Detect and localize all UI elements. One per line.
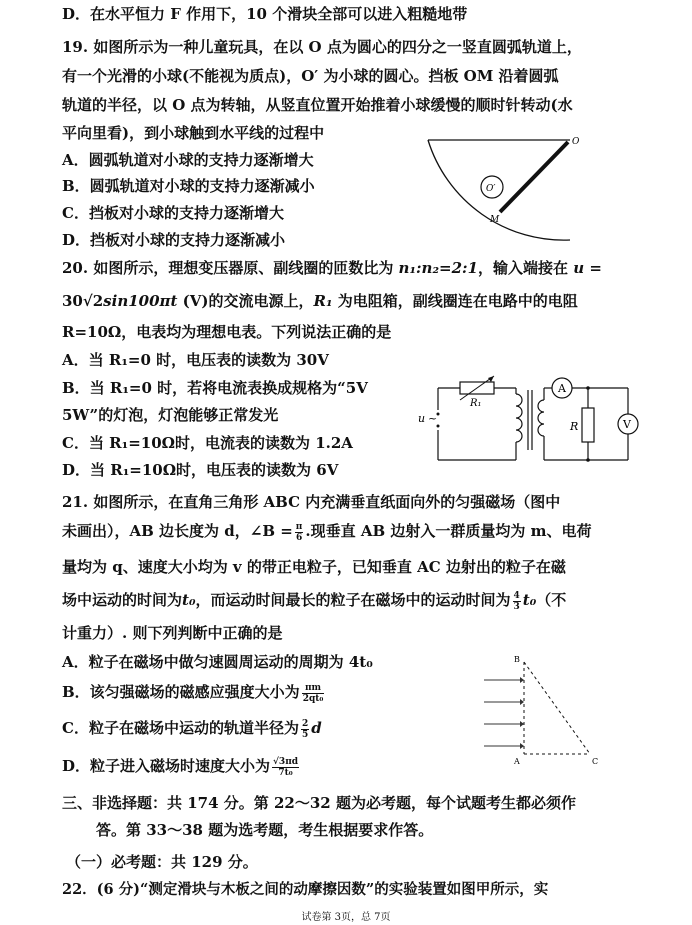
q20-label-r1: R₁ [470,398,482,409]
q21-triangle-figure [480,652,610,772]
q21-option-b: B．该匀强磁场的磁感应强度大小为 $\frac{\pi m}{\text{2qt₀}}$ [62,682,324,704]
q20-option-b-line2: 5W”的灯泡，灯泡能够正常发光 [62,406,279,424]
q20-primary-coil [516,394,522,442]
q20-stem-line3: R=10Ω，电表均为理想电表。下列说法正确的是 [62,323,392,341]
q20-stem-line1 [62,258,602,278]
q20-stem2-text2: 为电阻箱，副线圈连在电路中的电阻 [332,292,578,310]
q19-ball-label: O′ [486,184,496,194]
q21-label-b: B [514,655,520,664]
q20-sin-term: sin100πt [103,292,178,310]
section3-heading-line2: 答。第 33～38 题为选考题，考生根据要求作答。 [96,821,434,839]
q21-time-fraction: $\frac{4}{3}$ [513,590,520,612]
q21-option-a: A．粒子在磁场中做匀速圆周运动的周期为 4t₀ [62,653,373,671]
q20-amplitude: 30 [62,292,83,310]
q20-secondary-coil [538,400,544,436]
q18-option-d: D．在水平恒力 F 作用下，10 个滑块全部可以进入粗糙地带 [62,5,468,23]
q19-stem-line1: 19. 如图所示为一种儿童玩具，在以 O 点为圆心的四分之一竖直圆弧轨道上， [62,38,582,56]
q20-stem2-text: (V)的交流电源上， [177,292,314,310]
q21-option-b-fraction: $\frac{\pi m}{\text{2qt₀}}$ [302,682,324,704]
q19-option-d: D．挡板对小球的支持力逐渐减小 [62,231,286,249]
q21-option-c-fraction: $\frac{2}{5}$ [301,718,309,740]
q21-angle-fraction: $\frac{\pi}{6}$ [295,521,303,543]
q19-label-m: M [490,215,500,225]
section3a-title: （一）必考题：共 129 分。 [66,853,258,871]
q20-label-r: R [570,420,579,433]
q20-option-a: A．当 R₁=0 时，电压表的读数为 30V [62,351,329,369]
q21-stem4-text3: （不 [536,591,567,609]
q21-stem-line5: 计重力）. 则下列判断中正确的是 [62,624,283,642]
q19-label-o: O [572,137,580,147]
q22-stem: 22．(6 分)“测定滑块与木板之间的动摩擦因数”的实验装置如图甲所示，实 [62,881,549,898]
q21-stem2-text: 未画出），AB 边长度为 d，∠B = [62,522,293,540]
q20-sqrt2: √2 [82,292,104,310]
q21-stem-line2 [62,521,591,543]
q21-side-bc [524,662,590,754]
q21-option-d-fraction: $\frac{√3\pi d}{\text{7t₀}}$ [273,756,299,778]
q20-resistor-r [582,408,594,442]
q20-option-b-line1: B．当 R₁=0 时，若将电流表换成规格为“5V [62,379,368,397]
q20-r1-symbol: R₁ [313,292,333,310]
q19-option-c: C．挡板对小球的支持力逐渐增大 [62,204,284,222]
q20-label-tilde: ~ [428,412,438,425]
q19-board-om [500,142,568,212]
q21-label-a: A [514,757,520,766]
q20-label-a: A [558,382,566,395]
section3-heading-line1: 三、非选择题：共 174 分。第 22～32 题为必考题，每个试题考生都必须作 [62,794,576,812]
q20-stem1-text2: ，输入端接在 [478,259,574,277]
q19-arc-track-figure [420,130,580,250]
q19-stem-line4: 平向里看)，到小球触到水平线的过程中 [62,124,325,142]
q19-stem-line2: 有一个光滑的小球(不能视为质点)，O′ 为小球的圆心。挡板 OM 沿着圆弧 [62,67,559,85]
q21-stem2-text2: .现垂直 AB 边射入一群质量均为 m、电荷 [305,522,592,540]
q19-stem-line3: 轨道的半径，以 O 点为转轴，从竖直位置开始推着小球缓慢的顺时针转动(水 [62,96,573,114]
q21-stem-line1: 21. 如图所示，在直角三角形 ABC 内充满垂直纸面向外的匀强磁场（图中 [62,493,561,511]
q20-u-symbol: u = [573,259,602,277]
q21-option-d: D．粒子进入磁场时速度大小为 $\frac{√3\pi d}{\text{7t₀}}$ [62,756,299,778]
q21-label-c: C [592,757,599,766]
page-footer: 试卷第 3页，总 7页 [301,912,391,923]
q20-stem1-text: 20. 如图所示，理想变压器原、副线圈的匝数比为 [62,259,399,277]
q20-transformer-circuit-figure [412,370,652,470]
q20-label-v: V [623,418,631,431]
q21-option-c: C．粒子在磁场中运动的轨道半径为 $\frac{2}{5}$ d [62,718,322,740]
q20-stem-line2 [62,291,578,311]
q21-stem4-text: 场中运动的时间为 [62,591,183,609]
q21-t0-symbol2: t₀ [522,591,537,609]
q20-option-d: D．当 R₁=10Ω时，电压表的读数为 6V [62,461,339,479]
q20-turn-ratio: n₁:n₂=2:1 [398,259,479,277]
q21-t0-symbol: t₀ [182,591,196,609]
q20-option-c: C．当 R₁=10Ω时，电流表的读数为 1.2A [62,434,353,452]
q21-stem-line3: 量均为 q、速度大小均为 v 的带正电粒子，已知垂直 AC 边射出的粒子在磁 [62,558,566,576]
q21-stem4-text2: ，而运动时间最长的粒子在磁场中的运动时间为 [195,591,511,609]
q21-stem-line4 [62,590,566,612]
q19-option-a: A．圆弧轨道对小球的支持力逐渐增大 [62,151,314,169]
q20-label-u: u [418,412,426,425]
q19-option-b: B．圆弧轨道对小球的支持力逐渐减小 [62,177,315,195]
